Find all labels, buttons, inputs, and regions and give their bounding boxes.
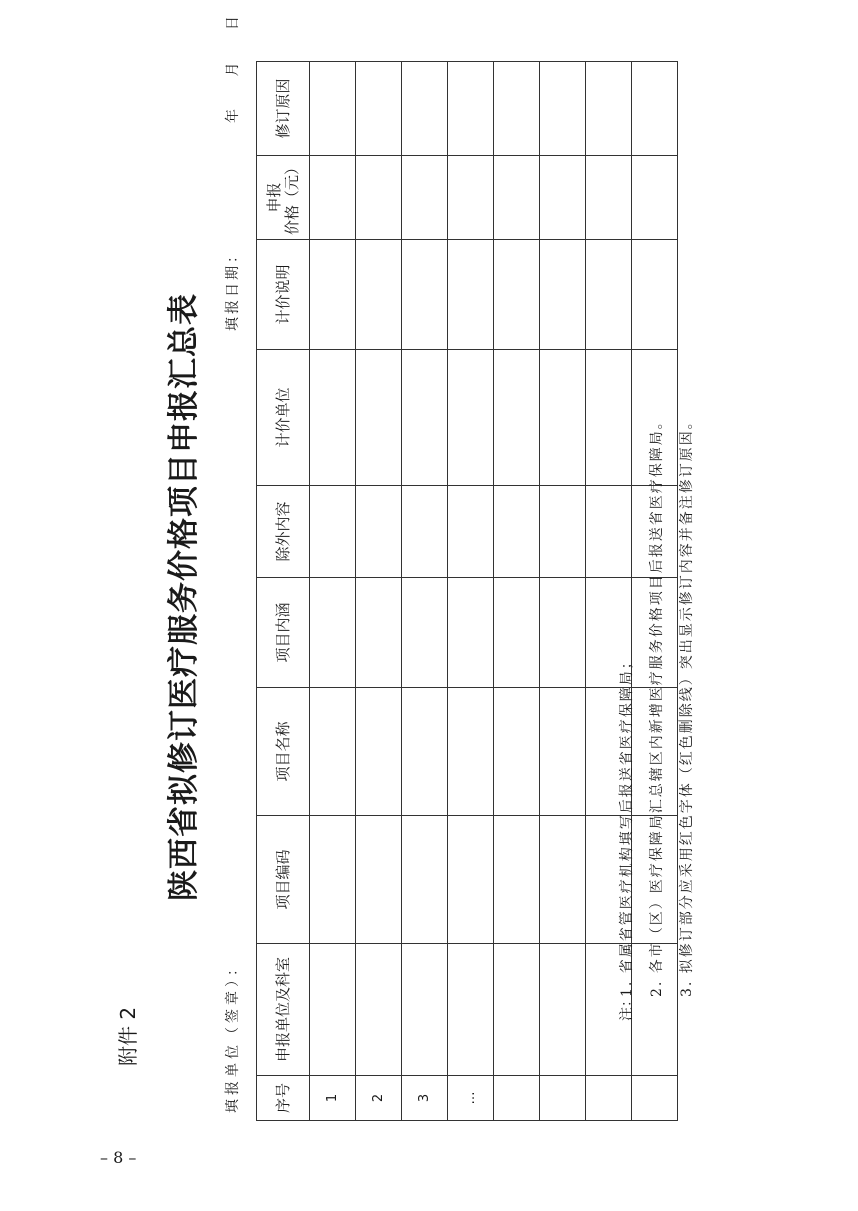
page-number: – 8 – xyxy=(100,1148,137,1167)
table-cell[interactable] xyxy=(632,62,678,156)
table-cell[interactable] xyxy=(494,486,540,578)
table-cell[interactable] xyxy=(494,240,540,350)
table-cell[interactable] xyxy=(402,688,448,816)
header-pricing-note: 计价说明 xyxy=(257,240,310,350)
table-cell[interactable] xyxy=(494,578,540,688)
table-cell[interactable] xyxy=(356,156,402,240)
header-unit-dept: 申报单位及科室 xyxy=(257,944,310,1076)
header-item-content: 项目内涵 xyxy=(257,578,310,688)
row-index-cell: … xyxy=(448,1076,494,1121)
header-item-code: 项目编码 xyxy=(257,816,310,944)
row-index-cell xyxy=(494,1076,540,1121)
table-cell[interactable] xyxy=(310,156,356,240)
table-cell[interactable] xyxy=(310,578,356,688)
row-index-cell: 1 xyxy=(310,1076,356,1121)
table-cell[interactable] xyxy=(540,350,586,486)
table-cell[interactable] xyxy=(310,816,356,944)
table-cell[interactable] xyxy=(448,578,494,688)
form-title: 陕西省拟修订医疗服务价格项目申报汇总表 xyxy=(166,293,202,901)
date-day: 日 xyxy=(225,16,241,31)
header-pricing-unit: 计价单位 xyxy=(257,350,310,486)
table-row xyxy=(448,62,494,1121)
table-cell[interactable] xyxy=(402,350,448,486)
table-cell[interactable] xyxy=(586,240,632,350)
header-declared-price-line1: 申报 xyxy=(265,182,283,213)
table-cell[interactable] xyxy=(540,240,586,350)
row-index-cell xyxy=(586,1076,632,1121)
table-cell[interactable] xyxy=(356,578,402,688)
table-cell[interactable] xyxy=(494,156,540,240)
row-index-cell: 3 xyxy=(402,1076,448,1121)
table-row xyxy=(310,62,356,1121)
note-3 xyxy=(672,413,702,1021)
table-cell[interactable] xyxy=(356,688,402,816)
header-item-name: 项目名称 xyxy=(257,688,310,816)
row-index-cell xyxy=(632,1076,678,1121)
table-cell[interactable] xyxy=(448,240,494,350)
table-cell[interactable] xyxy=(310,486,356,578)
table-cell[interactable] xyxy=(448,944,494,1076)
table-cell[interactable] xyxy=(540,816,586,944)
table-cell[interactable] xyxy=(402,156,448,240)
table-cell[interactable] xyxy=(494,816,540,944)
row-index-cell xyxy=(540,1076,586,1121)
fill-date-parts xyxy=(222,16,242,151)
notes xyxy=(612,413,702,1021)
table-cell[interactable] xyxy=(402,816,448,944)
table-cell[interactable] xyxy=(448,156,494,240)
table-row xyxy=(356,62,402,1121)
note-1 xyxy=(612,413,642,1021)
table-cell[interactable] xyxy=(540,62,586,156)
note-2 xyxy=(642,413,672,1021)
table-cell[interactable] xyxy=(586,62,632,156)
fill-date-label: 填报日期： xyxy=(225,246,241,331)
header-revision-reason: 修订原因 xyxy=(257,62,310,156)
table-header-row xyxy=(257,62,310,1121)
table-cell[interactable] xyxy=(448,62,494,156)
table-cell[interactable] xyxy=(356,240,402,350)
table-cell[interactable] xyxy=(310,62,356,156)
table-cell[interactable] xyxy=(356,486,402,578)
attachment-label: 附件 2 xyxy=(116,1006,140,1066)
table-cell[interactable] xyxy=(540,688,586,816)
table-cell[interactable] xyxy=(356,350,402,486)
table-row xyxy=(540,62,586,1121)
table-cell[interactable] xyxy=(540,486,586,578)
table-cell[interactable] xyxy=(494,944,540,1076)
table-cell[interactable] xyxy=(402,944,448,1076)
date-year: 年 xyxy=(225,109,241,123)
date-month: 月 xyxy=(225,62,241,77)
header-index: 序号 xyxy=(257,1076,310,1121)
header-declared-price-line2: 价格（元） xyxy=(283,160,301,236)
table-cell[interactable] xyxy=(494,62,540,156)
table-cell[interactable] xyxy=(402,486,448,578)
row-index-cell: 2 xyxy=(356,1076,402,1121)
table-cell[interactable] xyxy=(632,156,678,240)
note-label: 注： xyxy=(619,993,635,1021)
table-cell[interactable] xyxy=(448,816,494,944)
table-cell[interactable] xyxy=(356,816,402,944)
table-cell[interactable] xyxy=(402,62,448,156)
note-text: 3. 拟修订部分应采用红色字体（红色删除线）突出显示修订内容并备注修订原因。 xyxy=(679,413,695,997)
table-cell[interactable] xyxy=(540,578,586,688)
table-cell[interactable] xyxy=(402,240,448,350)
table-cell[interactable] xyxy=(448,688,494,816)
table-cell[interactable] xyxy=(310,350,356,486)
table-cell[interactable] xyxy=(540,944,586,1076)
table-cell[interactable] xyxy=(356,62,402,156)
table-cell[interactable] xyxy=(402,578,448,688)
table-cell[interactable] xyxy=(540,156,586,240)
header-declared-price xyxy=(257,156,310,240)
table-row xyxy=(402,62,448,1121)
table-cell[interactable] xyxy=(448,350,494,486)
note-text: 1. 省属省管医疗机构填写后报送省医疗保障局； xyxy=(619,653,635,997)
table-cell[interactable] xyxy=(448,486,494,578)
table-cell[interactable] xyxy=(356,944,402,1076)
table-cell[interactable] xyxy=(632,240,678,350)
note-text: 2. 各市（区）医疗保障局汇总辖区内新增医疗服务价格项目后报送省医疗保障局。 xyxy=(649,413,665,997)
fill-unit-label: 填报单位（签章）： xyxy=(225,958,241,1113)
header-excluded: 除外内容 xyxy=(257,486,310,578)
table-row xyxy=(494,62,540,1121)
table-cell[interactable] xyxy=(310,688,356,816)
table-cell[interactable] xyxy=(494,688,540,816)
table-cell[interactable] xyxy=(310,240,356,350)
table-cell[interactable] xyxy=(494,350,540,486)
table-cell[interactable] xyxy=(586,156,632,240)
table-cell[interactable] xyxy=(310,944,356,1076)
